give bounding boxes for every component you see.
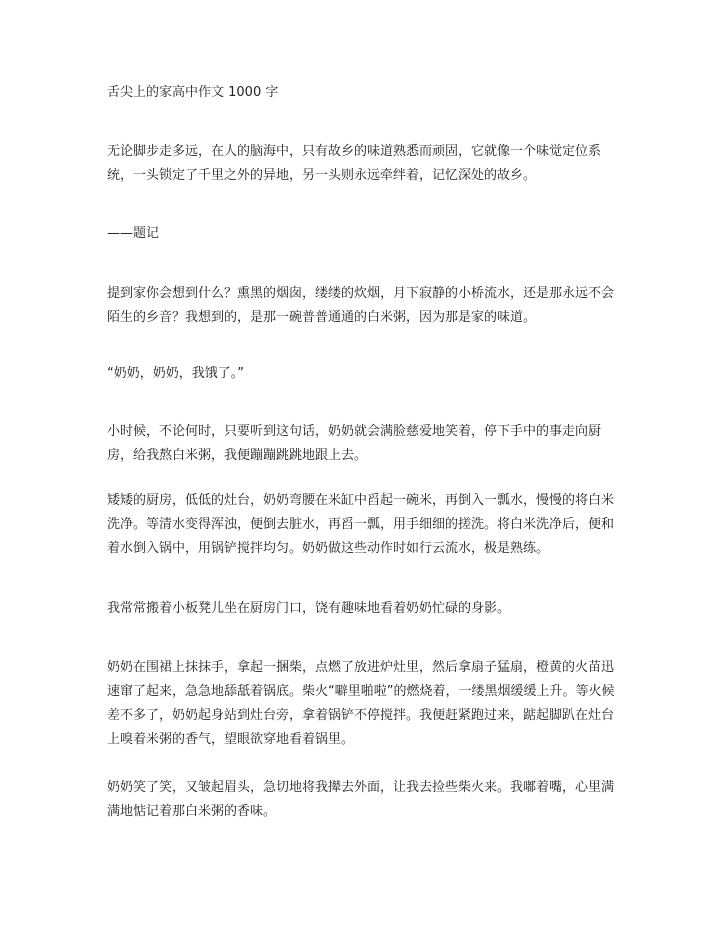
paragraph: 我常常搬着小板凳儿坐在厨房门口，饶有趣味地看着奶奶忙碌的身影。 <box>107 601 511 616</box>
paragraph: 小时候，不论何时，只要听到这句话，奶奶就会满脸慈爱地笑着，停下手中的事走向厨房，给我熬白米粥，我便蹦蹦跳跳地跟上去。 <box>107 424 602 463</box>
paragraph-epigraph: ——题记 <box>107 226 160 241</box>
paragraph: 矮矮的厨房，低低的灶台，奶奶弯腰在米缸中舀起一碗米，再倒入一瓢水，慢慢的将白米洗净。等清水变得浑浊，便倒去脏水，再舀一瓢，用手细细的搓洗。将白米洗净后，便和着水倒入锅中，用锅铲搅拌均匀。奶奶做这些动作时如行云流水，极是熟练。 <box>107 493 615 556</box>
document-title: 舌尖上的家高中作文 1000 字 <box>107 85 279 100</box>
paragraph: 奶奶笑了笑，又皱起眉头，急切地将我撵去外面，让我去捡些柴火来。我嘟着嘴，心里满满地惦记着那白米粥的香味。 <box>107 780 615 819</box>
paragraph: 提到家你会想到什么？熏黑的烟囱，缕缕的炊烟，月下寂静的小桥流水，还是那永远不会陌生的乡音？我想到的，是那一碗普普通通的白米粥，因为那是家的味道。 <box>107 286 615 325</box>
paragraph: 奶奶在围裙上抹抹手，拿起一捆柴，点燃了放进炉灶里，然后拿扇子猛扇，橙黄的火苗迅速窜了起来，急急地舔舐着锅底。柴火“噼里啪啦”的燃烧着，一缕黑烟缓缓上升。等火候差不多了，奶奶起身站到灶台旁，拿着锅铲不停搅拌。我便赶紧跑过来，踮起脚趴在灶台上嗅着米粥的香气，望眼欲穿地看着锅里。 <box>107 660 615 747</box>
paragraph-quote: “奶奶，奶奶，我饿了。” <box>107 366 244 381</box>
paragraph-intro: 无论脚步走多远，在人的脑海中，只有故乡的味道熟悉而顽固，它就像一个味觉定位系统，一头锁定了千里之外的异地，另一头则永远牵绊着，记忆深处的故乡。 <box>107 144 602 183</box>
